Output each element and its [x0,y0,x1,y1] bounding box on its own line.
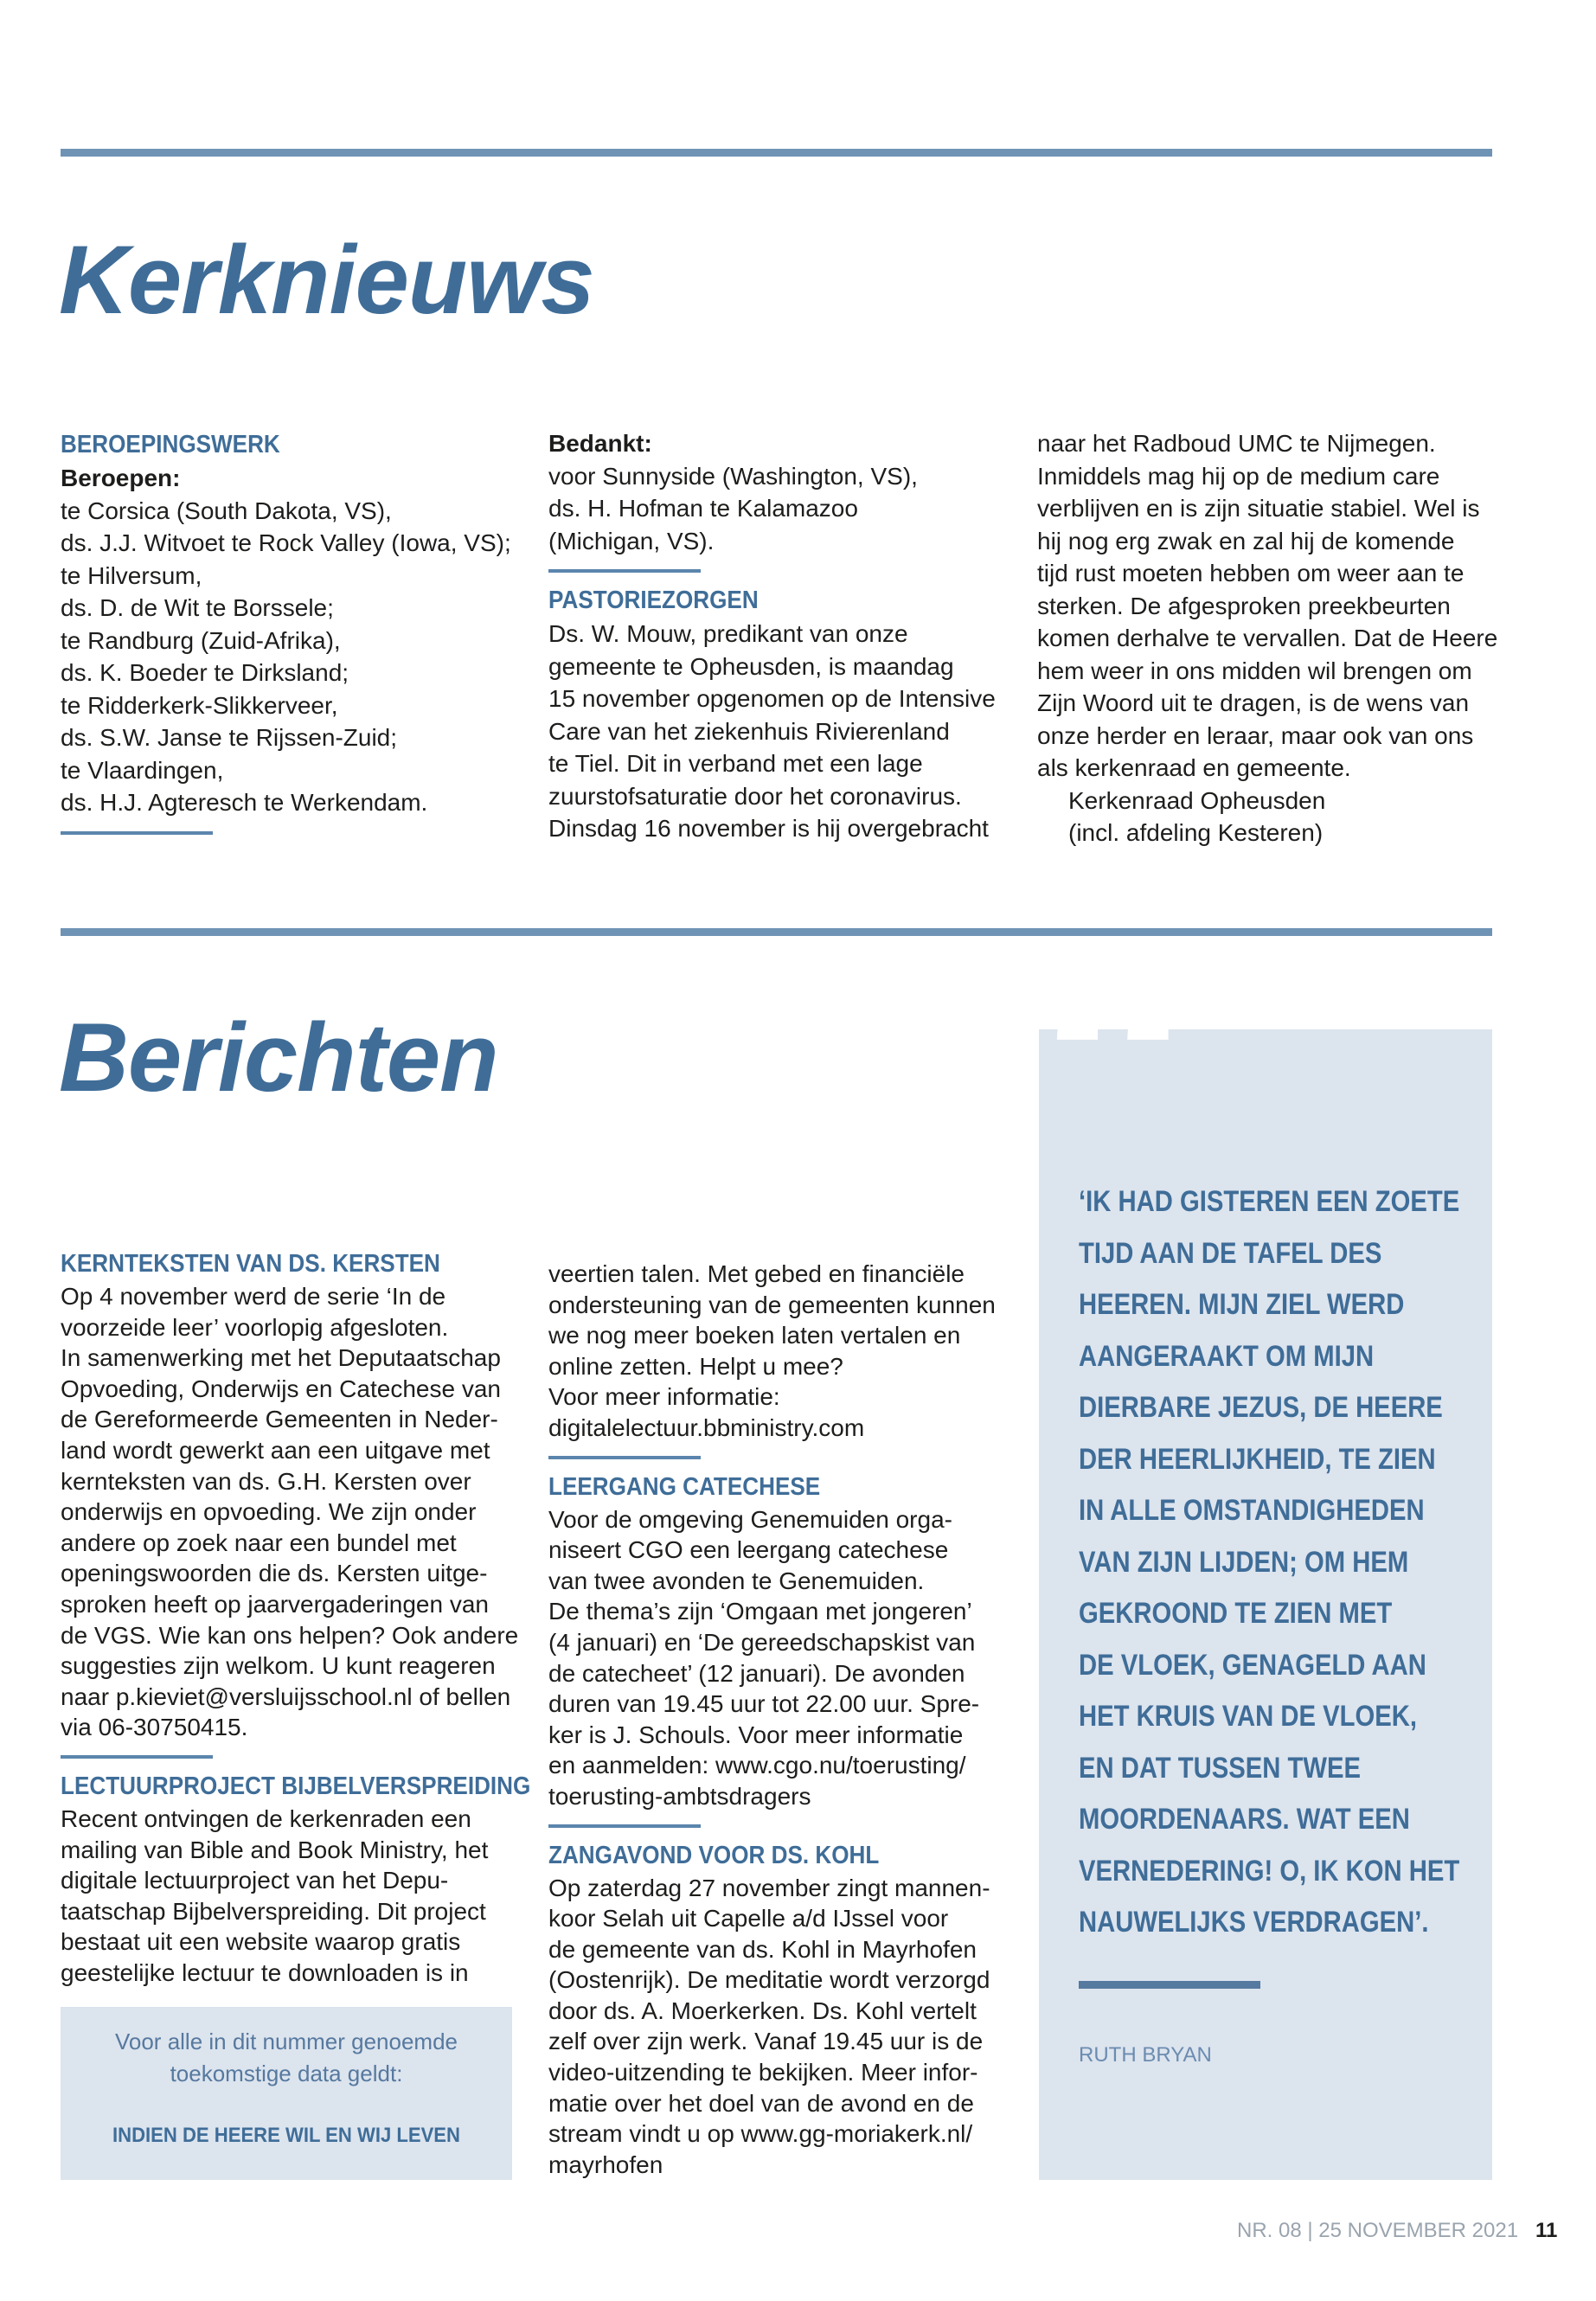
section-title-berichten: Berichten [59,1003,498,1112]
text-line: taatschap Bijbelverspreiding. Dit project [61,1897,486,1925]
label-bedankt: Bedankt: [548,430,652,457]
text-line: ds. K. Boeder te Dirksland; [61,659,349,686]
quote-author: RUTH BRYAN [1079,2043,1212,2067]
text-line: te Tiel. Dit in verband met een lage [548,750,923,777]
footer-issue: NR. 08 | 25 NOVEMBER 2021 [1237,2219,1519,2242]
heading-beroepingswerk: BEROEPINGSWERK [61,431,280,458]
text-line: land wordt gewerkt aan een uitgave met [61,1436,490,1464]
text-line: te Randburg (Zuid-Afrika), [61,626,341,654]
text-line: sproken heeft op jaarvergaderingen van [61,1590,490,1618]
quote-line: DE VLOEK, GENAGELD AAN [1079,1648,1426,1682]
quote-line: GEKROOND TE ZIEN MET [1079,1597,1393,1630]
text-line: Recent ontvingen de kerkenraden een [61,1804,471,1832]
text-line: koor Selah uit Capelle a/d IJssel voor [548,1905,949,1932]
signature-line: (incl. afdeling Kesteren) [1068,819,1324,846]
text-line: veertien talen. Met gebed en financiële [548,1260,965,1287]
text-line: andere op zoek naar een bundel met [61,1529,457,1556]
text-line: verblijven en is zijn situatie stabiel. Wel is [1037,495,1480,522]
middle-rule [61,928,1492,936]
text-line: duren van 19.45 uur tot 22.00 uur. Spre- [548,1690,980,1718]
text-line: toerusting-ambtsdragers [548,1782,811,1810]
quote-line: EN DAT TUSSEN TWEE [1079,1751,1361,1785]
text-line: ds. D. de Wit te Borssele; [61,594,334,621]
kerknieuws-column-2 [548,427,998,845]
text-line: te Vlaardingen, [61,756,224,784]
text-line: de VGS. Wie kan ons helpen? Ook andere [61,1621,519,1649]
text-line: de gemeente van ds. Kohl in Mayrhofen [548,1935,977,1963]
text-line: en aanmelden: www.cgo.nu/toerusting/ [548,1752,966,1779]
berichten-column-1 [61,1247,531,1988]
text-line: niseert CGO een leergang catechese [548,1536,949,1564]
quote-line: TIJD AAN DE TAFEL DES [1079,1236,1382,1270]
text-line: voor Sunnyside (Washington, VS), [548,462,918,490]
text-line: als kerkenraad en gemeente. [1037,754,1351,781]
text-line: (4 januari) en ‘De gereedschapskist van [548,1628,976,1656]
text-line: Opvoeding, Onderwijs en Catechese van [61,1375,501,1402]
text-line: te Corsica (South Dakota, VS), [61,497,392,524]
quote-line: AANGERAAKT OM MIJN [1079,1339,1375,1373]
text-line: digitalelectuur.bbministry.com [548,1413,865,1441]
text-line: ds. S.W. Janse te Rijssen-Zuid; [61,724,398,751]
text-line: mayrhofen [548,2150,663,2178]
text-line: stream vindt u op www.gg-moriakerk.nl/ [548,2120,973,2148]
text-line: online zetten. Helpt u mee? [548,1352,843,1380]
text-line: we nog meer boeken laten vertalen en [548,1322,961,1349]
page-number: 11 [1535,2219,1558,2242]
text-line: hij nog erg zwak en zal hij de komende [1037,527,1455,554]
heading-leergang: LEERGANG CATECHESE [548,1472,821,1501]
section-divider [61,1755,213,1759]
text-line: zelf over zijn werk. Vanaf 19.45 uur is de [548,2028,984,2055]
text-line: Zijn Woord uit te dragen, is de wens van [1037,689,1470,716]
text-line: Ds. W. Mouw, predikant van onze [548,620,908,647]
text-line: voorzeide leer’ voorlopig afgesloten. [61,1313,449,1341]
text-line: ker is J. Schouls. Voor meer informatie [548,1721,964,1748]
signature-line: Kerkenraad Opheusden [1068,786,1326,814]
quote-line: VAN ZIJN LIJDEN; OM HEM [1079,1545,1409,1579]
text-line: Inmiddels mag hij op de medium care [1037,462,1440,490]
text-line: De thema’s zijn ‘Omgaan met jongeren’ [548,1598,972,1625]
text-line: ds. H.J. Agteresch te Werkendam. [61,789,428,816]
section-title-kerknieuws: Kerknieuws [59,226,594,334]
heading-zangavond: ZANGAVOND VOOR DS. KOHL [548,1841,880,1869]
text-line: openingswoorden die ds. Kersten uitge- [61,1560,488,1587]
section-divider [548,1456,701,1459]
text-line: ds. J.J. Witvoet te Rock Valley (Iowa, VS); [61,529,511,556]
text-line: naar het Radboud UMC te Nijmegen. [1037,430,1436,457]
top-rule [61,149,1492,157]
text-line: (Michigan, VS). [548,527,715,554]
notice-emphasis: INDIEN DE HEERE WIL EN WIJ LEVEN [112,2124,460,2147]
heading-kernteksten: KERNTEKSTEN VAN DS. KERSTEN [61,1250,440,1278]
text-line: kernteksten van ds. G.H. Kersten over [61,1467,471,1495]
quote-divider [1079,1981,1260,1989]
quote-line: HET KRUIS VAN DE VLOEK, [1079,1700,1417,1733]
text-line: Care van het ziekenhuis Rivierenland [548,717,950,745]
heading-lectuurproject: LECTUURPROJECT BIJBELVERSPREIDING [61,1772,531,1800]
notice-line: Voor alle in dit nummer genoemde [114,2029,458,2054]
text-line: matie over het doel van de avond en de [548,2089,974,2117]
text-line: komen derhalve te vervallen. Dat de Heere [1037,625,1498,651]
text-line: ondersteuning van de gemeenten kunnen [548,1291,996,1318]
quote-line: MOORDENAARS. WAT EEN [1079,1803,1410,1836]
quote-line: IN ALLE OMSTANDIGHEDEN [1079,1494,1425,1527]
section-divider [548,1824,701,1828]
text-line: suggesties zijn welkom. U kunt reageren [61,1652,496,1680]
text-line: Dinsdag 16 november is hij overgebracht [548,815,989,842]
text-line: hem weer in ons midden wil brengen om [1037,657,1472,684]
text-line: door ds. A. Moerkerken. Ds. Kohl vertelt [548,1997,977,2024]
text-line: mailing van Bible and Book Ministry, het [61,1836,489,1863]
text-line: gemeente te Opheusden, is maandag [548,652,954,680]
text-line: ds. H. Hofman te Kalamazoo [548,495,858,522]
quote-line: HEEREN. MIJN ZIEL WERD [1079,1288,1405,1321]
pull-quote-box [1035,889,1492,2180]
notice-line: toekomstige data geldt: [170,2061,403,2086]
text-line: (Oostenrijk). De meditatie wordt verzorgd [548,1966,990,1994]
text-line: video-uitzending te bekijken. Meer infor- [548,2059,978,2086]
text-line: de Gereformeerde Gemeenten in Neder- [61,1406,498,1433]
text-line: de catecheet’ (12 januari). De avonden [548,1659,965,1687]
text-line: onderwijs en opvoeding. We zijn onder [61,1498,477,1526]
text-line: te Ridderkerk-Slikkerveer, [61,691,338,719]
quote-line: DER HEERLIJKHEID, TE ZIEN [1079,1442,1436,1476]
quote-line: ‘IK HAD GISTEREN EEN ZOETE [1079,1185,1460,1218]
text-line: Voor de omgeving Genemuiden orga- [548,1505,952,1533]
kerknieuws-column-3 [1037,427,1498,849]
pull-quote-text [1079,1176,1477,1949]
text-line: Op zaterdag 27 november zingt mannen- [548,1874,990,1901]
notice-box [61,2007,512,2180]
text-line: 15 november opgenomen op de Intensive [548,685,996,712]
berichten-column-2 [548,1259,1016,2180]
text-line: tijd rust moeten hebben om weer aan te [1037,560,1465,586]
text-line: van twee avonden te Genemuiden. [548,1567,925,1594]
text-line: onze herder en leraar, maar ook van ons [1037,721,1474,749]
kerknieuws-column-1 [61,427,510,845]
quote-line: DIERBARE JEZUS, DE HEERE [1079,1391,1443,1424]
quote-marks-icon: “ [1035,889,1189,1255]
text-line: Op 4 november werd de serie ‘In de [61,1283,446,1310]
section-divider [61,831,213,835]
text-line: naar p.kieviet@versluijsschool.nl of bellen [61,1682,511,1710]
text-line: Voor meer informatie: [548,1383,780,1411]
label-beroepen: Beroepen: [61,465,181,491]
text-line: te Hilversum, [61,561,202,589]
text-line: digitale lectuurproject van het Depu- [61,1867,449,1894]
quote-line: NAUWELIJKS VERDRAGEN’. [1079,1906,1429,1939]
text-line: sterken. De afgesproken preekbeurten [1037,592,1451,619]
text-line: In samenwerking met het Deputaatschap [61,1344,501,1372]
quote-line: VERNEDERING! O, IK KON HET [1079,1854,1460,1888]
section-divider [548,569,701,573]
text-line: zuurstofsaturatie door het coronavirus. [548,782,962,810]
text-line: bestaat uit een website waarop gratis [61,1928,461,1956]
heading-pastoriezorgen: PASTORIEZORGEN [548,586,759,614]
text-line: via 06-30750415. [61,1714,248,1741]
text-line: geestelijke lectuur te downloaden is in [61,1958,469,1986]
